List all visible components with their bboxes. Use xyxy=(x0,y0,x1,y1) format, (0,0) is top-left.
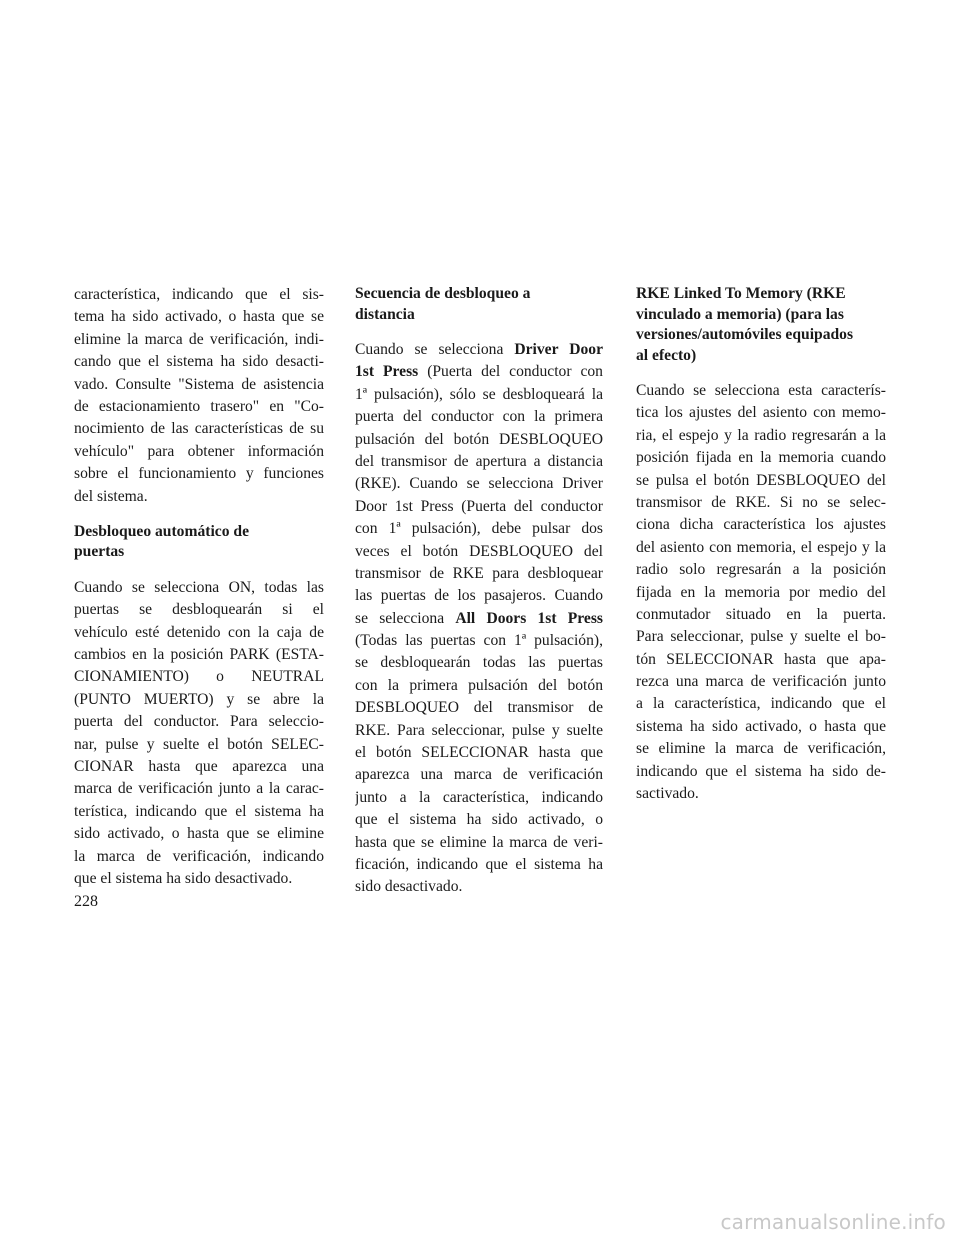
text-line: vehículo" para obtener información xyxy=(74,442,324,460)
text-line: Cuando se selecciona esta caracterís- xyxy=(636,382,886,399)
text-line: (RKE). Cuando se selecciona Driver xyxy=(355,475,603,493)
text-line: CIONAR hasta que aparezca una xyxy=(74,758,324,776)
text-line: el botón SELECCIONAR hasta que xyxy=(355,744,603,762)
section-heading-desbloqueo-automatico xyxy=(74,522,324,563)
desbloqueo-paragraph xyxy=(74,577,324,890)
secuencia-paragraph xyxy=(355,339,603,899)
text-line: con la primera pulsación del botón xyxy=(355,676,603,694)
section-heading-rke-linked-to-memory xyxy=(636,284,886,366)
text-segment: se selecciona xyxy=(355,609,445,627)
text-line: del asiento con memoria, el espejo y la xyxy=(636,538,886,556)
text-line: pulsación del botón DESBLOQUEO xyxy=(355,430,603,448)
text-line: puerta del conductor. Para seleccio- xyxy=(74,713,324,731)
intro-paragraph xyxy=(74,284,324,508)
option-driver-door: Driver Door xyxy=(514,341,603,358)
text-line: sistema ha sido activado, o hasta que xyxy=(636,717,886,735)
option-1st-press: 1st Press xyxy=(355,363,419,381)
text-line: que el sistema ha sido activado, o xyxy=(355,811,603,829)
text-line: vado. Consulte "Sistema de asistencia xyxy=(74,375,324,393)
text-line: DESBLOQUEO del transmisor de xyxy=(355,699,603,717)
text-line: se pulsa el botón DESBLOQUEO del xyxy=(636,471,886,489)
heading-line: Desbloqueo automático de xyxy=(74,522,249,540)
option-all-doors: All Doors 1st Press xyxy=(455,609,603,627)
text-line: vehículo esté detenido con la caja de xyxy=(74,623,324,641)
column-1 xyxy=(74,284,324,890)
text-line: puertas se desbloquearán si el xyxy=(74,601,324,619)
text-line xyxy=(355,608,603,630)
heading-line: al efecto) xyxy=(636,346,697,364)
text-line: RKE. Para seleccionar, pulse y suelte xyxy=(355,721,603,739)
text-line: aparezca una marca de verificación xyxy=(355,766,603,784)
text-line: ficación, indicando que el sistema ha xyxy=(355,855,603,873)
text-line: nocimiento de las características de su xyxy=(74,420,324,438)
section-heading-secuencia-desbloqueo xyxy=(355,284,603,325)
text-line: la marca de verificación, indicando xyxy=(74,847,324,865)
text-line: nar, pulse y suelte el botón SELEC- xyxy=(74,735,324,753)
text-line: cambios en la posición PARK (ESTA- xyxy=(74,646,324,664)
text-line: sido desactivado. xyxy=(355,878,463,896)
text-line: terística, indicando que el sistema ha xyxy=(74,802,324,820)
text-line: Para seleccionar, pulse y suelte el bo- xyxy=(636,628,886,646)
text-line: a la característica, indicando que el xyxy=(636,695,886,713)
text-line: que el sistema ha sido desactivado. xyxy=(74,869,293,887)
text-line: con 1ª pulsación), debe pulsar dos xyxy=(355,520,603,538)
text-line: conmutador situado en la puerta. xyxy=(636,605,886,623)
text-segment: (Puerta del conductor con xyxy=(427,363,603,381)
text-line: rezca una marca de verificación junto xyxy=(636,673,886,691)
heading-line: vinculado a memoria) (para las xyxy=(636,305,844,323)
text-line: tón SELECCIONAR hasta que apa- xyxy=(636,650,886,668)
heading-line: puertas xyxy=(74,543,125,561)
site-watermark: carmanualsonline.info xyxy=(720,1210,946,1234)
column-2 xyxy=(355,284,603,899)
text-line: 1ª pulsación), sólo se desbloqueará la xyxy=(355,385,603,403)
text-line: CIONAMIENTO) o NEUTRAL xyxy=(74,668,324,686)
text-line: elimine la marca de verificación, indi- xyxy=(74,330,324,348)
text-line: sido activado, o hasta que se elimine xyxy=(74,825,324,843)
text-line: sactivado. xyxy=(636,785,699,803)
text-line: Door 1st Press (Puerta del conductor xyxy=(355,497,603,515)
text-line: ria, el espejo y la radio regresarán a la xyxy=(636,426,886,444)
column-3 xyxy=(636,284,886,805)
text-line: ciona dicha característica los ajustes xyxy=(636,516,886,534)
text-line xyxy=(355,339,603,361)
text-line: Cuando se selecciona ON, todas las xyxy=(74,578,324,596)
heading-line: distancia xyxy=(355,305,415,323)
text-line: veces el botón DESBLOQUEO del xyxy=(355,542,603,560)
text-line: posición fijada en la memoria cuando xyxy=(636,449,886,467)
text-segment: Cuando se selecciona xyxy=(355,341,504,358)
text-line: cando que el sistema ha sido desacti- xyxy=(74,353,324,371)
text-line: transmisor de RKE. Si no se selec- xyxy=(636,493,886,511)
text-line: se desbloquearán todas las puertas xyxy=(355,654,603,672)
text-line: (Todas las puertas con 1ª pulsación), xyxy=(355,632,603,650)
text-line: del transmisor de apertura a distancia xyxy=(355,452,603,470)
page-number: 228 xyxy=(74,893,98,910)
text-line: hasta que se elimine la marca de veri- xyxy=(355,833,603,851)
text-line: junto a la característica, indicando xyxy=(355,788,603,806)
text-line: tema ha sido activado, o hasta que se xyxy=(74,308,324,326)
text-line: se elimine la marca de verificación, xyxy=(636,740,886,758)
text-line: del sistema. xyxy=(74,487,148,505)
text-line: puerta del conductor con la primera xyxy=(355,408,603,426)
text-line: característica, indicando que el sis- xyxy=(74,286,324,303)
text-line xyxy=(355,361,603,383)
text-line: transmisor de RKE para desbloquear xyxy=(355,564,603,582)
text-line: marca de verificación junto a la carac- xyxy=(74,780,324,798)
heading-line: Secuencia de desbloqueo a xyxy=(355,285,531,302)
text-line: de estacionamiento trasero" en "Co- xyxy=(74,397,324,415)
rke-memory-paragraph xyxy=(636,380,886,805)
text-line: sobre el funcionamiento y funciones xyxy=(74,465,324,483)
text-line: indicando que el sistema ha sido de- xyxy=(636,762,886,780)
heading-line: versiones/automóviles equipados xyxy=(636,326,854,343)
text-line: las puertas de los pasajeros. Cuando xyxy=(355,587,603,605)
text-line: (PUNTO MUERTO) y se abre la xyxy=(74,690,324,708)
heading-line: RKE Linked To Memory (RKE xyxy=(636,285,846,302)
text-line: fijada en la memoria por medio del xyxy=(636,583,886,601)
text-line: tica los ajustes del asiento con memo- xyxy=(636,404,886,422)
text-line: radio solo regresarán a la posición xyxy=(636,561,886,579)
